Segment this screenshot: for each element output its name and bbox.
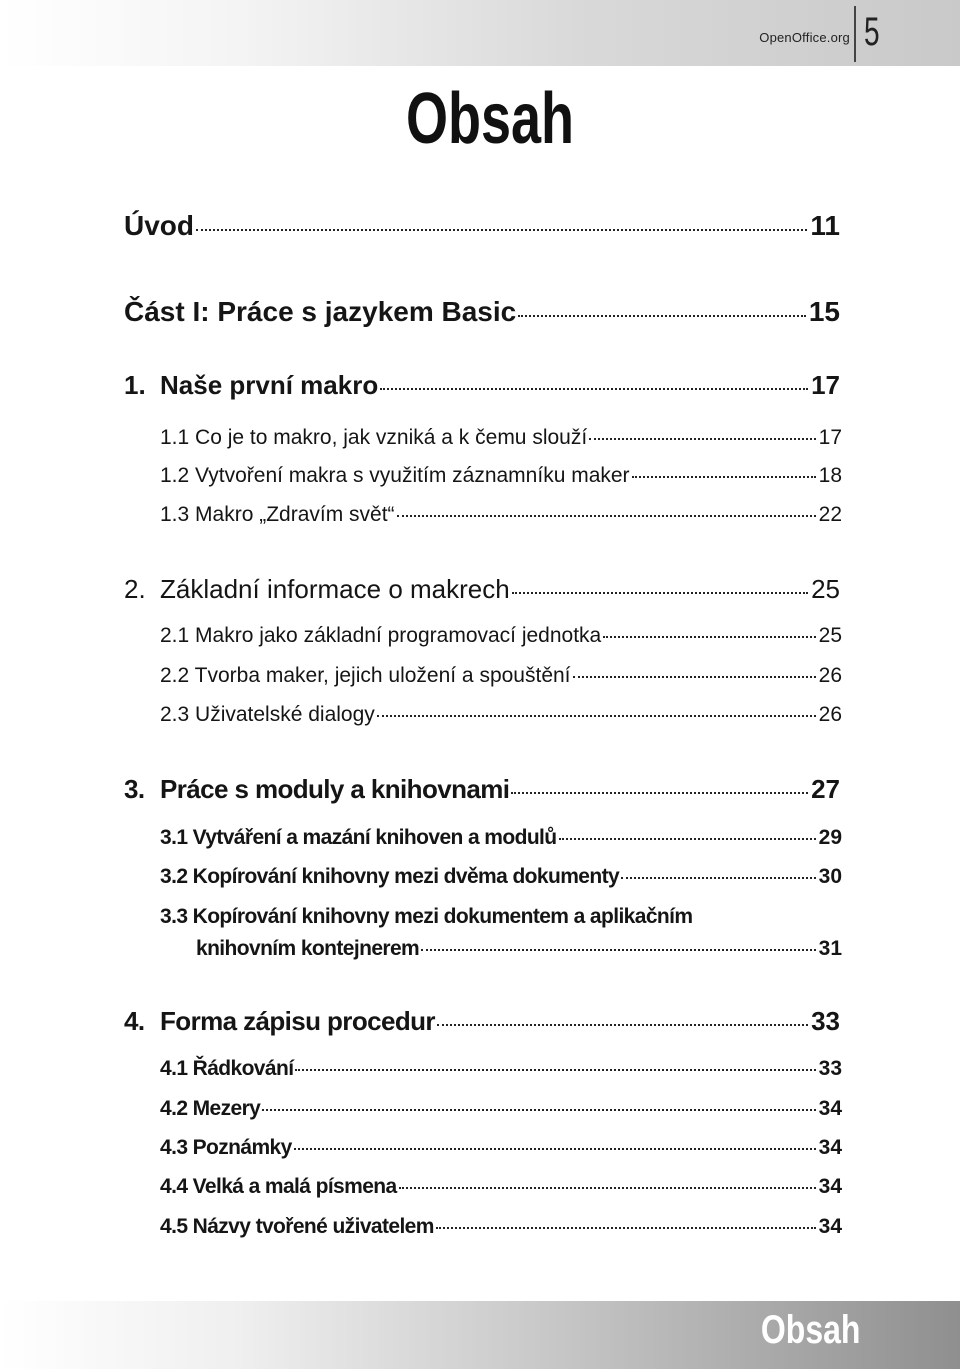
toc-entry-page: 29 [818, 826, 842, 849]
toc-entry-2-3[interactable] [160, 703, 842, 727]
toc-entry-text: 4.4 Velká a malá písmena [160, 1175, 397, 1198]
toc-entry-page: 25 [818, 624, 842, 647]
toc-entry-chapter-3[interactable] [124, 774, 840, 805]
toc-entry-chapter-4[interactable] [124, 1006, 840, 1037]
toc-entry-text: Úvod [124, 210, 194, 241]
toc-entry-text: 1.1 Co je to makro, jak vzniká a k čemu slouží [160, 426, 588, 449]
toc-leader-dots [603, 636, 815, 638]
toc-entry-page: 26 [818, 703, 842, 726]
toc-leader-dots [437, 1024, 808, 1026]
toc-entry-page: 34 [818, 1097, 842, 1120]
toc-entry-text: Část I: Práce s jazykem Basic [124, 296, 517, 327]
toc-entry-page: 25 [811, 574, 840, 604]
toc-entry-chapter-1[interactable] [124, 370, 840, 401]
toc-leader-dots [573, 676, 816, 678]
footer-section-label: Obsah [760, 1308, 860, 1352]
toc-entry-page: 26 [818, 664, 842, 687]
toc-chapter-number: 3. [124, 774, 145, 804]
toc-chapter-number: 2. [124, 574, 146, 604]
toc-leader-dots [421, 949, 816, 951]
page-title: Obsah [405, 79, 575, 159]
toc-entry-2-1[interactable] [160, 624, 842, 648]
toc-entry-page: 34 [818, 1175, 842, 1198]
toc-entry-chapter-2[interactable] [124, 574, 840, 605]
toc-chapter-number: 1. [124, 370, 146, 400]
toc-leader-dots [559, 838, 816, 840]
toc-entry-page: 31 [818, 937, 842, 960]
toc-leader-dots [436, 1227, 816, 1229]
toc-entry-text: 3.1 Vytváření a mazání knihoven a modulů [160, 826, 557, 849]
toc-entry-4-5[interactable] [160, 1215, 842, 1239]
toc-entry-1-1[interactable] [160, 426, 842, 450]
toc-entry-text: Základní informace o makrech [160, 574, 510, 604]
toc-entry-page: 15 [808, 296, 840, 327]
toc-entry-4-2[interactable] [160, 1097, 842, 1121]
toc-entry-page: 18 [818, 464, 842, 487]
header-page-number: 5 [864, 10, 880, 54]
toc-entry-page: 17 [811, 370, 840, 400]
toc-entry-page: 33 [818, 1057, 842, 1080]
toc-entry-4-3[interactable] [160, 1136, 842, 1160]
toc-entry-page: 17 [818, 426, 842, 449]
toc-entry-text: knihovním kontejnerem [196, 937, 420, 960]
toc-leader-dots [377, 715, 816, 717]
header-brand: OpenOffice.org [759, 30, 850, 45]
toc-entry-page: 33 [811, 1006, 840, 1036]
toc-leader-dots [196, 229, 807, 231]
toc-leader-dots [632, 476, 816, 478]
toc-entry-text: Práce s moduly a knihovnami [160, 774, 510, 804]
toc-entry-text: Naše první makro [160, 370, 379, 400]
toc-entry-page: 30 [818, 865, 842, 888]
toc-entry-text: 3.2 Kopírování knihovny mezi dvěma dokumenty [160, 865, 620, 888]
toc-entry-3-2[interactable] [160, 865, 842, 889]
toc-entry-text: 4.3 Poznámky [160, 1136, 292, 1159]
toc-leader-dots [397, 515, 816, 517]
toc-entry-text: 2.3 Uživatelské dialogy [160, 703, 375, 726]
toc-entry-4-4[interactable] [160, 1175, 842, 1199]
toc-entry-text: 4.1 Řádkování [160, 1057, 294, 1080]
toc-leader-dots [518, 315, 806, 317]
toc-entry-1-3[interactable] [160, 503, 842, 527]
toc-entry-page: 22 [818, 503, 842, 526]
toc-entry-uvod[interactable] [124, 210, 840, 242]
toc-entry-page: 27 [811, 774, 840, 804]
toc-entry-page: 11 [810, 210, 840, 241]
toc-entry-text: 1.3 Makro „Zdravím svět“ [160, 503, 395, 526]
toc-leader-dots [295, 1069, 815, 1071]
toc-leader-dots [399, 1187, 816, 1189]
toc-entry-text: Forma zápisu procedur [160, 1006, 435, 1036]
toc-entry-text: 2.2 Tvorba maker, jejich uložení a spouštění [160, 664, 571, 687]
toc-leader-dots [621, 877, 816, 879]
toc-entry-text: 4.2 Mezery [160, 1097, 261, 1120]
toc-entry-page: 34 [818, 1136, 842, 1159]
toc-entry-part-1[interactable] [124, 296, 840, 328]
toc-entry-3-3[interactable] [196, 937, 842, 961]
toc-entry-3-3-first-line[interactable]: 3.3 Kopírování knihovny mezi dokumentem a aplikačním [160, 905, 693, 928]
toc-entry-1-2[interactable] [160, 464, 842, 488]
toc-leader-dots [512, 592, 808, 594]
toc-entry-text: 1.2 Vytvoření makra s využitím záznamníku maker [160, 464, 630, 487]
toc-entry-3-1[interactable] [160, 826, 842, 850]
toc-leader-dots [262, 1109, 815, 1111]
toc-leader-dots [380, 388, 808, 390]
toc-chapter-number: 4. [124, 1006, 145, 1036]
toc-entry-text: 4.5 Názvy tvořené uživatelem [160, 1215, 434, 1238]
toc-entry-page: 34 [818, 1215, 842, 1238]
toc-leader-dots [589, 438, 815, 440]
toc-entry-2-2[interactable] [160, 664, 842, 688]
toc-entry-text: 2.1 Makro jako základní programovací jednotka [160, 624, 602, 647]
toc-leader-dots [511, 792, 808, 794]
toc-entry-4-1[interactable] [160, 1057, 842, 1081]
toc-leader-dots [294, 1148, 816, 1150]
